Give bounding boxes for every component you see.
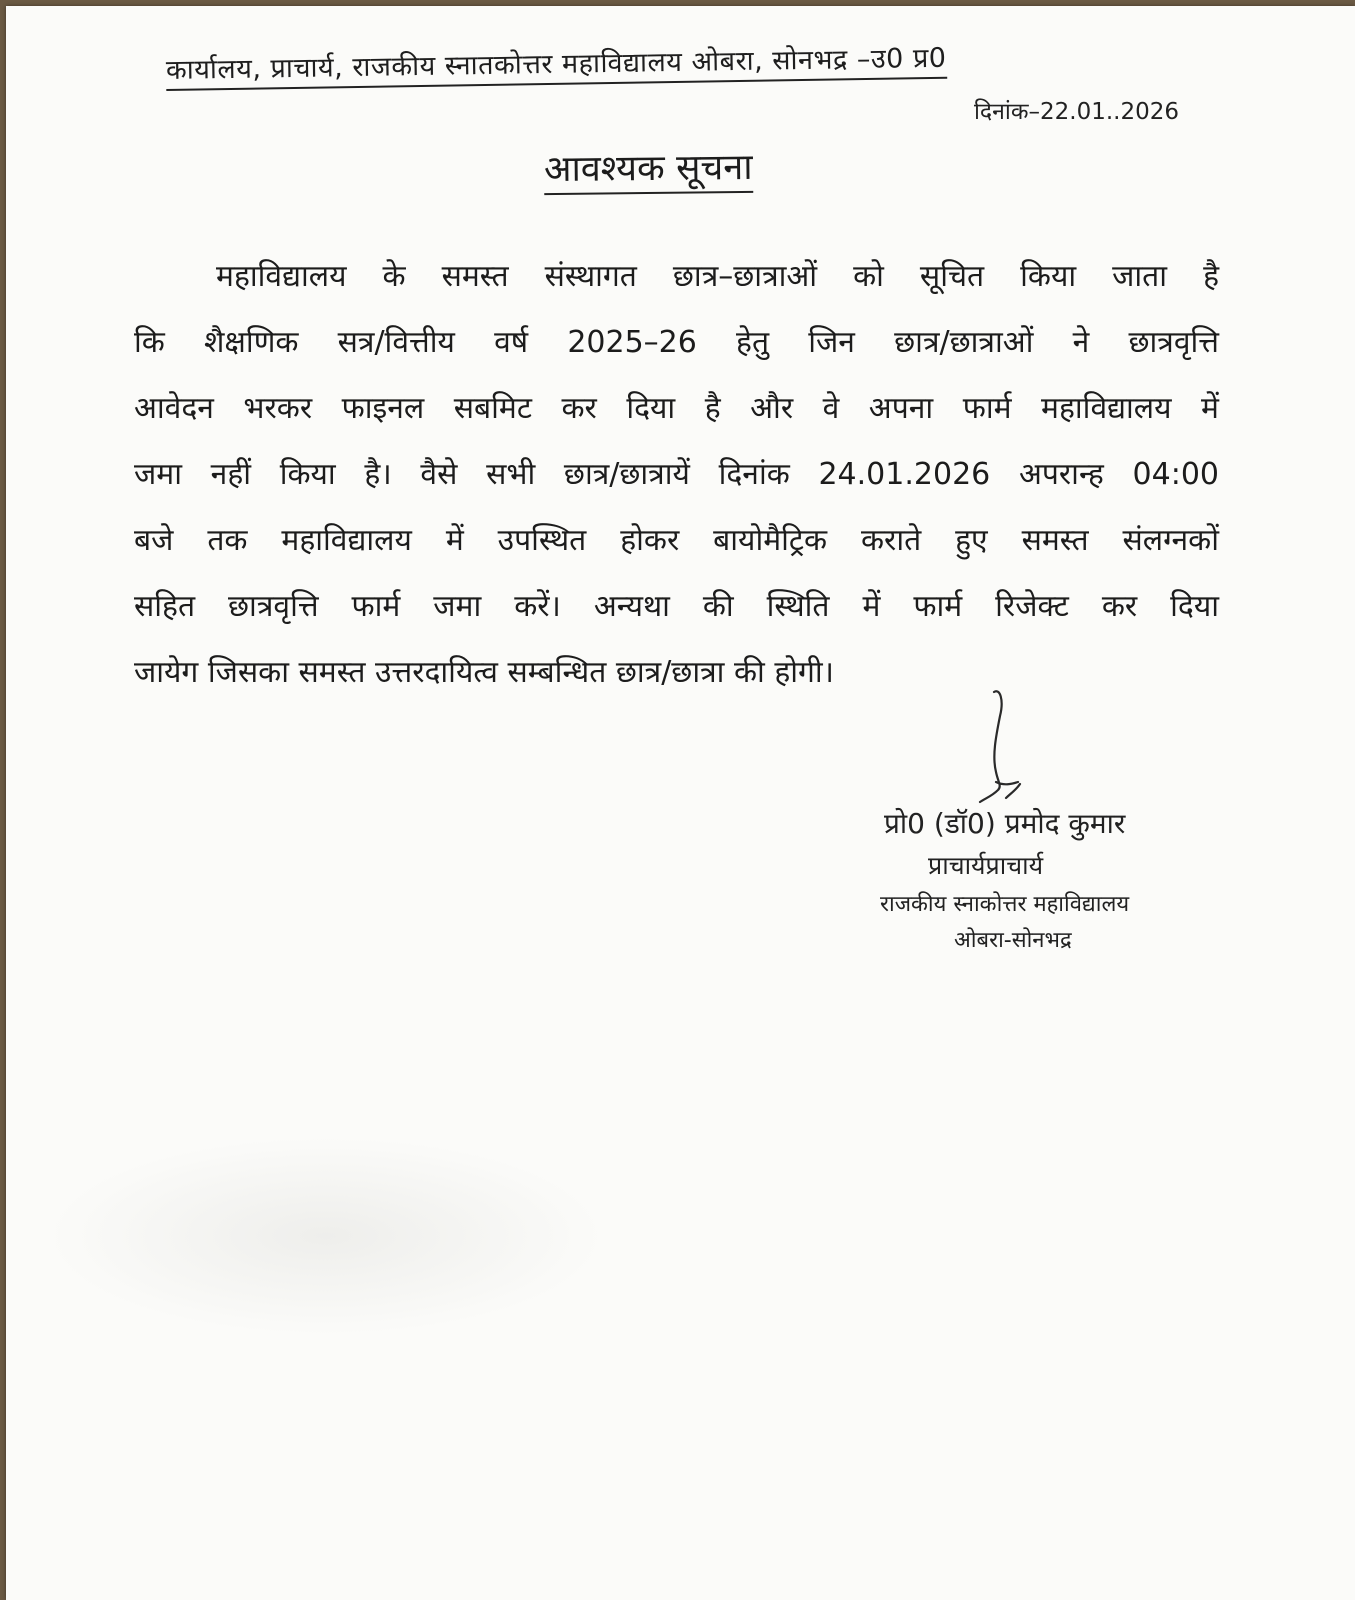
notice-body (134, 244, 1219, 706)
body-line: कि शैक्षणिक सत्र/वित्तीय वर्ष 2025–26 हेतु जिन छात्र/छात्राओं ने छात्रवृत्ति (134, 325, 1219, 360)
notice-paper (6, 6, 1355, 1600)
signatory-college: राजकीय स्नाकोत्तर महाविद्यालय (880, 892, 1130, 917)
office-header: कार्यालय, प्राचार्य, राजकीय स्नातकोत्तर महाविद्यालय ओबरा, सोनभद्र –उ0 प्र0 (166, 38, 947, 91)
signatory-name: प्रो0 (डॉ0) प्रमोद कुमार (884, 807, 1126, 840)
handwritten-signature (956, 686, 1036, 816)
notice-title: आवश्यक सूचना (544, 141, 753, 195)
signatory-place: ओबरा-सोनभद्र (954, 928, 1072, 953)
body-line: आवेदन भरकर फाइनल सबमिट कर दिया है और वे अपना फार्म महाविद्यालय में (134, 391, 1219, 426)
body-line: महाविद्यालय के समस्त संस्थागत छात्र–छात्राओं को सूचित किया जाता है (216, 259, 1219, 294)
body-line: सहित छात्रवृत्ति फार्म जमा करें। अन्यथा की स्थिति में फार्म रिजेक्ट कर दिया (134, 589, 1219, 624)
body-line: बजे तक महाविद्यालय में उपस्थित होकर बायोमैट्रिक कराते हुए समस्त संलग्नकों (134, 523, 1219, 558)
paper-smudge (46, 1136, 606, 1336)
signatory-designation: प्राचार्यप्राचार्य (928, 851, 1044, 880)
signature-block (880, 804, 1130, 954)
body-line: जायेग जिसका समस्त उत्तरदायित्व सम्बन्धित छात्र/छात्रा की होगी। (134, 655, 835, 690)
body-line: जमा नहीं किया है। वैसे सभी छात्र/छात्रायें दिनांक 24.01.2026 अपरान्ह 04:00 (134, 457, 1219, 492)
notice-date: दिनांक–22.01..2026 (973, 99, 1179, 125)
